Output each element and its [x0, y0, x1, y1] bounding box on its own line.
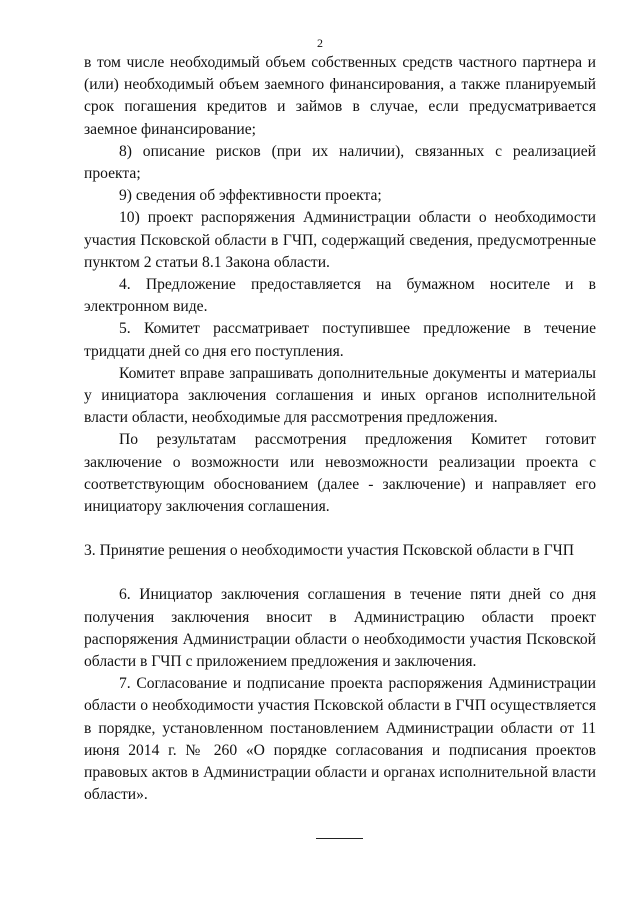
- paragraph-committee-request: Комитет вправе запрашивать дополнительные документы и материалы у инициатора заключения соглашения и иных органов исполнительной власти области, необходимые для рассмотрения предложения.: [84, 364, 596, 427]
- paragraph-clause-5: 5. Комитет рассматривает поступившее предложение в течение тридцати дней со дня его поступления.: [84, 320, 596, 360]
- paragraph-continuation: в том числе необходимый объем собственных средств частного партнера и (или) необходимый объем заемного финансирования, а также планируемый срок погашения кредитов и займов в случае, если предусматривается заемное финансирование;: [84, 54, 596, 138]
- paragraph-committee-conclusion: По результатам рассмотрения предложения Комитет готовит заключение о возможности или невозможности реализации проекта с соответствующим обоснованием (далее - заключение) и направляет его инициатору заключения соглашения.: [84, 431, 596, 516]
- end-divider: [316, 838, 363, 839]
- paragraph-item-9: 9) сведения об эффективности проекта;: [119, 187, 382, 205]
- paragraph-clause-6: 6. Инициатор заключения соглашения в течение пяти дней со дня получения заключения вносит в Администрацию области проект распоряжения Администрации области о необходимости участия Псковской области в ГЧП с приложением предложения и заключения.: [84, 586, 596, 671]
- paragraph-clause-7: 7. Согласование и подписание проекта распоряжения Администрации области о необходимости участия Псковской области в ГЧП осуществляется в порядке, установленном постановлением Администрации области от 11 июня 2014 г. № 260 «О порядке согласования и подписания проектов правовых актов в Администрации области и органах исполнительной власти области».: [84, 675, 596, 804]
- section-heading: 3. Принятие решения о необходимости участия Псковской области в ГЧП: [84, 542, 575, 560]
- paragraph-clause-4: 4. Предложение предоставляется на бумажном носителе и в электронном виде.: [84, 276, 596, 316]
- document-body: [84, 52, 596, 807]
- page-number: 2: [317, 36, 323, 50]
- paragraph-item-8: 8) описание рисков (при их наличии), связанных с реализацией проекта;: [84, 142, 596, 183]
- paragraph-item-10: 10) проект распоряжения Администрации области о необходимости участия Псковской области в ГЧП, содержащий сведения, предусмотренные пунктом 2 статьи 8.1 Закона области.: [84, 209, 596, 271]
